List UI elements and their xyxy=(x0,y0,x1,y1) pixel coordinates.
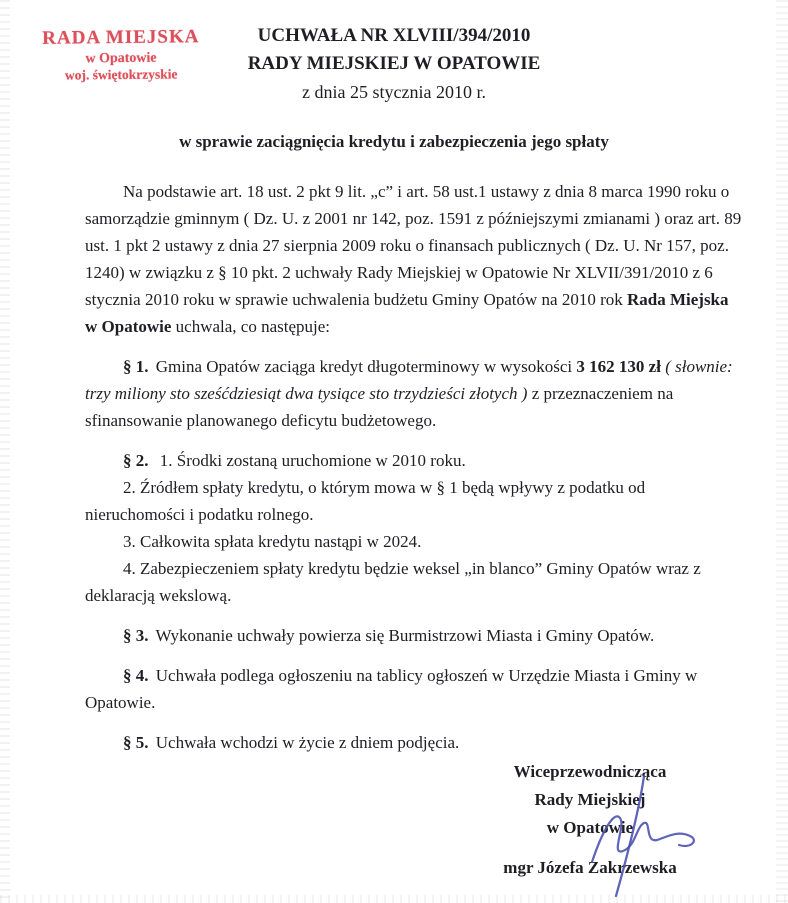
signer-role-line-3: w Opatowie xyxy=(546,818,634,837)
signer-name: mgr Józefa Zakrzewska xyxy=(503,858,677,877)
resolution-body xyxy=(85,178,742,756)
section-2-item-1-text: 1. Środki zostaną uruchomione w 2010 roku. xyxy=(155,451,466,470)
signer-role-line-1: Wiceprzewodnicząca xyxy=(513,762,667,781)
section-3-number: § 3. xyxy=(123,626,149,645)
section-3-text: Wykonanie uchwały powierza się Burmistrzowi Miasta i Gminy Opatów. xyxy=(151,626,655,645)
section-5-number: § 5. xyxy=(123,733,149,752)
preamble-text-1: Na podstawie art. 18 ust. 2 pkt 9 lit. „c” i art. 58 ust.1 ustawy z dnia 8 marca 1990 roku o samorządzie gminnym ( Dz. U. z 2001 nr 142, poz. 1591 z późniejszymi zmianami ) oraz art. 89 ust. 1 pkt 2 ustawy z dnia 27 sierpnia 2009 roku o finansach publicznych ( Dz. U. Nr 157, poz. 1240) w związku z § 10 pkt. 2 uchwały Rady Miejskiej w Opatowie Nr XLVII/391/2010 z 6 stycznia 2010 roku w sprawie uchwalenia budżetu Gminy Opatów na 2010 rok xyxy=(85,182,742,309)
section-1-text-1: Gmina Opatów zaciąga kredyt długoterminowy w wysokości xyxy=(151,357,577,376)
resolution-subject: w sprawie zaciągnięcia kredytu i zabezpieczenia jego spłaty xyxy=(179,132,609,151)
stamp-voivodeship: woj. świętokrzyskie xyxy=(64,66,178,83)
stamp-city: w Opatowie xyxy=(85,50,157,67)
section-5-text: Uchwała wchodzi w życie z dniem podjęcia. xyxy=(151,733,460,752)
section-4-paragraph xyxy=(85,662,742,716)
signature-block xyxy=(452,758,728,882)
scan-noise-bottom-edge xyxy=(0,895,788,903)
section-2-number: § 2. xyxy=(123,451,149,470)
resolution-number-title: UCHWAŁA NR XLVIII/394/2010 xyxy=(257,25,531,46)
section-1-text-2: z przeznaczeniem na sfinansowanie planowanego deficytu budżetowego. xyxy=(85,384,674,430)
section-2-item-4-text: 4. Zabezpieczeniem spłaty kredytu będzie weksel „in blanco” Gminy Opatów wraz z deklaracją wekslową. xyxy=(85,559,701,605)
section-5-paragraph xyxy=(85,729,742,756)
stamp-org-name: RADA MIEJSKA xyxy=(42,26,200,49)
section-3-paragraph xyxy=(85,622,742,649)
section-1-paragraph xyxy=(85,353,742,434)
signer-role-line-2: Rady Miejskiej xyxy=(534,790,646,809)
preamble-text-2: uchwala, co następuje: xyxy=(171,317,331,336)
preamble-paragraph xyxy=(85,178,742,340)
section-2-item-2 xyxy=(85,474,742,528)
section-1-number: § 1. xyxy=(123,357,149,376)
issuing-body-title: RADY MIEJSKIEJ W OPATOWIE xyxy=(247,53,541,74)
section-2-item-3-text: 3. Całkowita spłata kredytu nastąpi w 2024. xyxy=(123,532,422,551)
section-1-amount: 3 162 130 zł xyxy=(576,357,661,376)
section-4-number: § 4. xyxy=(123,666,149,685)
resolution-date: z dnia 25 stycznia 2010 r. xyxy=(302,82,486,102)
preamble-bold-council: Rada Miejska w Opatowie xyxy=(85,290,729,336)
section-1-amount-in-words: ( słownie: trzy miliony sto sześćdziesiąt dwa tysiące sto trzydzieści złotych ) xyxy=(85,357,733,403)
section-4-text: Uchwała podlega ogłoszeniu na tablicy ogłoszeń w Urzędzie Miasta i Gminy w Opatowie. xyxy=(85,666,698,712)
section-2-item-2-text: 2. Źródłem spłaty kredytu, o którym mowa w § 1 będą wpływy z podatku od nieruchomości i podatku rolnego. xyxy=(85,478,646,524)
section-2-item-4 xyxy=(85,555,742,609)
office-stamp xyxy=(26,25,217,85)
section-2-item-1 xyxy=(85,447,742,474)
section-2-item-3 xyxy=(85,528,742,555)
